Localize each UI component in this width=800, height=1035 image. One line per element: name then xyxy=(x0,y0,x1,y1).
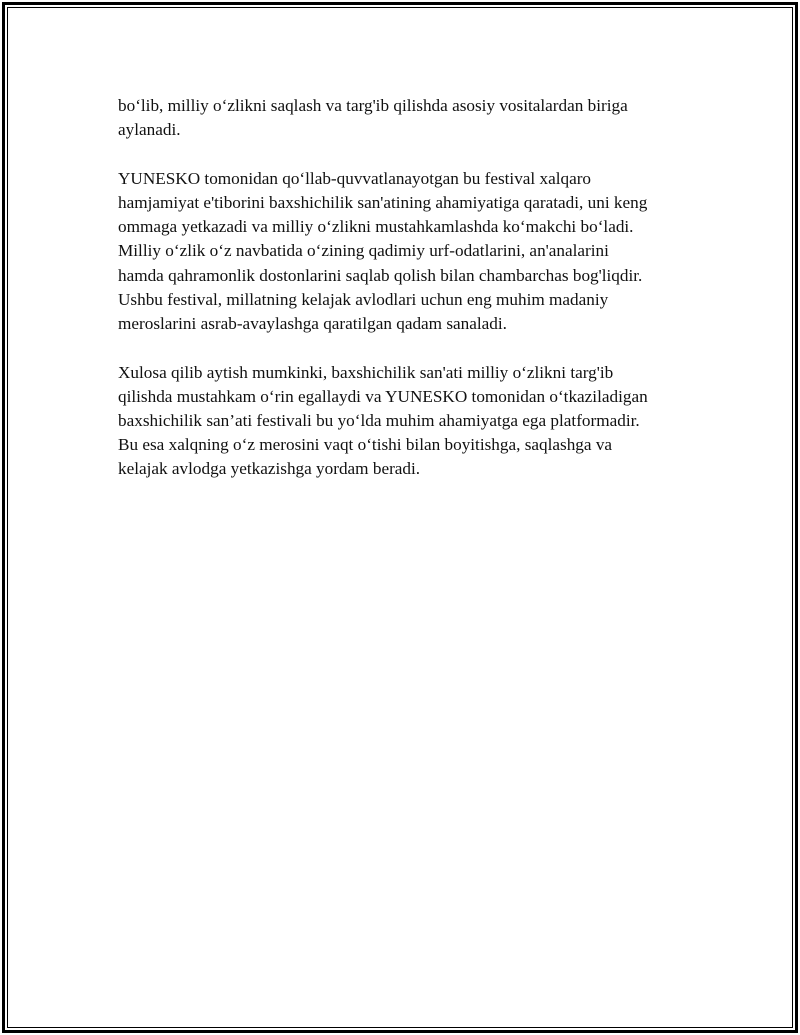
text-line: kelajak avlodga yetkazishga yordam beradi. xyxy=(118,459,421,479)
text-line: Milliy o‘zlik o‘z navbatida o‘zining qadimiy urf-odatlarini, an'analarini xyxy=(118,241,609,261)
text-line: baxshichilik san’ati festivali bu yo‘lda muhim ahamiyatga ega platformadir. xyxy=(118,411,640,431)
text-line: ommaga yetkazadi va milliy o‘zlikni mustahkamlashda ko‘makchi bo‘ladi. xyxy=(118,217,634,237)
text-line: bo‘lib, milliy o‘zlikni saqlash va targ'ib qilishda asosiy vositalardan biriga xyxy=(118,96,628,115)
text-line: hamjamiyat e'tiborini baxshichilik san'atining ahamiyatiga qaratadi, uni keng xyxy=(118,193,648,212)
text-line: Xulosa qilib aytish mumkinki, baxshichilik san'ati milliy o‘zlikni targ'ib xyxy=(118,362,614,382)
text-line: Ushbu festival, millatning kelajak avlodlari uchun eng muhim madaniy xyxy=(118,289,609,309)
paragraph-1 xyxy=(118,94,698,142)
text-line: Bu esa xalqning o‘z merosini vaqt o‘tishi bilan boyitishga, saqlashga va xyxy=(118,435,613,455)
document-body xyxy=(118,94,698,506)
paragraph-2 xyxy=(118,167,698,336)
paragraph-3 xyxy=(118,361,698,482)
text-line: YUNESKO tomonidan qo‘llab-quvvatlanayotgan bu festival xalqaro xyxy=(118,168,592,188)
text-line: hamda qahramonlik dostonlarini saqlab qolish bilan chambarchas bog'liqdir. xyxy=(118,265,643,285)
text-line: meroslarini asrab-avaylashga qaratilgan qadam sanaladi. xyxy=(118,314,507,334)
text-line: aylanadi. xyxy=(118,120,181,140)
text-line: qilishda mustahkam o‘rin egallaydi va YUNESKO tomonidan o‘tkaziladigan xyxy=(118,386,648,406)
